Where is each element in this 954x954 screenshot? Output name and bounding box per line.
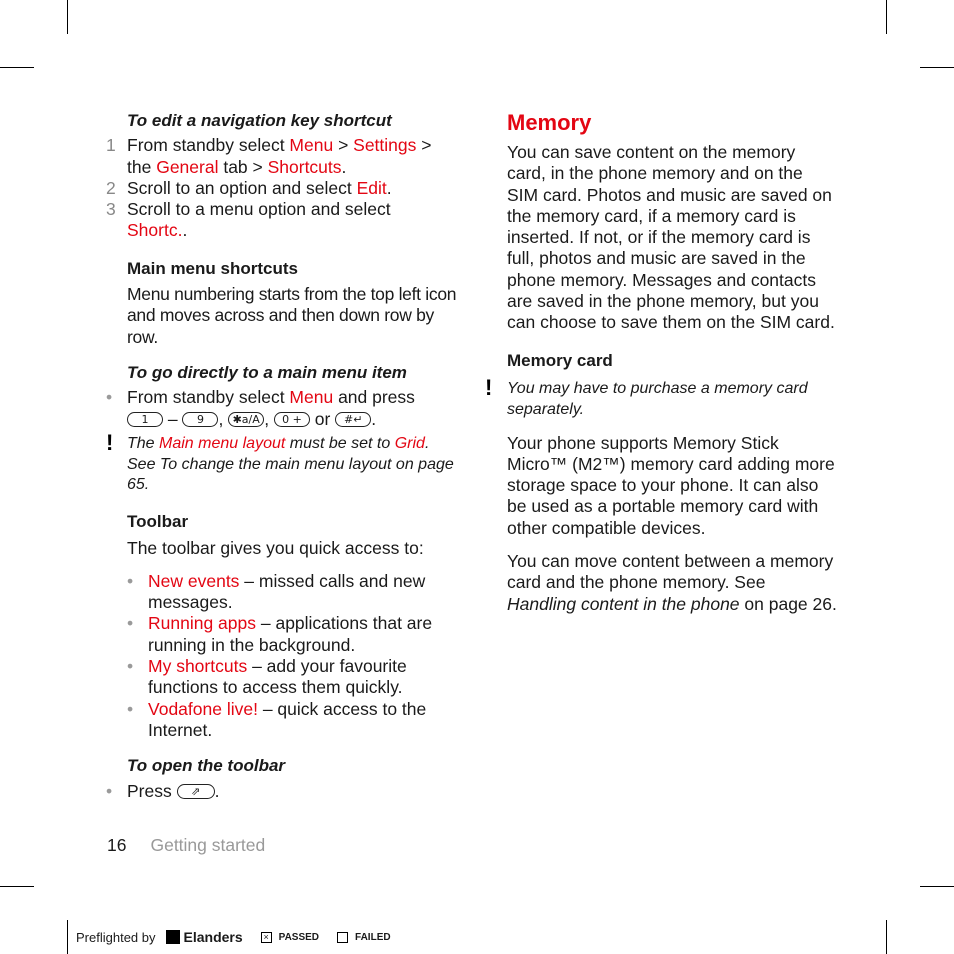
list-item — [127, 699, 458, 742]
crop-mark — [886, 920, 887, 954]
step-2 — [106, 178, 458, 199]
left-column — [106, 110, 458, 802]
checkbox-passed: × — [261, 932, 272, 943]
note-main-menu-layout — [106, 429, 458, 496]
bullet-item — [106, 387, 458, 430]
text: , — [218, 408, 229, 429]
crop-mark — [920, 67, 954, 68]
bullet-item — [106, 781, 458, 802]
bullet-icon: • — [106, 387, 113, 408]
page-footer — [107, 835, 265, 856]
section-name: Getting started — [150, 835, 266, 855]
toolbar-key-icon: ⇗ — [177, 784, 215, 799]
warning-icon: ! — [106, 429, 114, 455]
text: . See To change the main menu layout on page 65. — [127, 434, 454, 494]
checkbox-failed — [337, 932, 348, 943]
text: From standby select — [127, 135, 290, 156]
text: and press — [333, 387, 415, 408]
step-number: 2 — [106, 177, 116, 198]
bullet-text — [127, 387, 415, 430]
preflight-label: Preflighted by — [76, 929, 156, 945]
text: , — [264, 408, 274, 429]
text: Scroll to a menu option and select — [127, 199, 391, 220]
reference-handling-content: Handling content in the phone — [507, 593, 740, 614]
text: The — [127, 434, 160, 452]
crop-mark — [67, 0, 68, 34]
bullet-icon: • — [127, 570, 134, 591]
text: . — [214, 780, 220, 801]
text: . — [182, 220, 188, 241]
link-running-apps[interactable]: Running apps — [148, 613, 256, 634]
text: – — [163, 408, 183, 429]
step-number: 3 — [106, 199, 116, 220]
key-0-icon: 0 + — [274, 412, 310, 427]
heading-memory-card: Memory card — [507, 350, 613, 370]
key-9-icon: 9 — [182, 412, 218, 427]
link-vodafone-live[interactable]: Vodafone live! — [148, 698, 258, 719]
text: . — [341, 156, 347, 177]
text: – applications that are running in the background. — [148, 613, 433, 655]
text: . — [386, 177, 392, 198]
crop-mark — [920, 886, 954, 887]
note-purchase-memory-card — [485, 374, 837, 421]
text: > — [333, 135, 354, 156]
elanders-brand: Elanders — [183, 929, 243, 945]
heading-main-menu-shortcuts: Main menu shortcuts — [127, 258, 298, 278]
preflight-stamp — [76, 929, 391, 945]
text: – missed calls and new messages. — [148, 570, 426, 613]
text: on page 26. — [739, 593, 837, 614]
link-shortcuts[interactable]: Shortcuts — [267, 156, 342, 177]
elanders-logo-icon — [166, 930, 180, 944]
page-number: 16 — [107, 835, 127, 855]
heading-toolbar: Toolbar — [127, 512, 189, 532]
list-item-text — [148, 571, 458, 614]
text: Press — [127, 780, 177, 801]
text: From standby select — [127, 387, 290, 408]
text: tab > — [218, 156, 268, 177]
link-settings[interactable]: Settings — [353, 135, 417, 156]
text: . — [371, 408, 377, 429]
bullet-text — [127, 781, 219, 802]
link-general[interactable]: General — [156, 156, 219, 177]
bullet-icon: • — [127, 613, 134, 634]
link-my-shortcuts[interactable]: My shortcuts — [148, 656, 248, 677]
toolbar-list — [106, 571, 458, 741]
link-menu[interactable]: Menu — [289, 387, 334, 408]
heading-go-directly: To go directly to a main menu item — [127, 362, 407, 382]
link-new-events[interactable]: New events — [148, 570, 240, 591]
text: – add your favourite functions to access them quickly. — [148, 656, 407, 698]
passed-label: PASSED — [278, 931, 320, 943]
crop-mark — [0, 67, 34, 68]
step-text — [127, 135, 431, 178]
bullet-icon: • — [127, 698, 134, 719]
link-menu[interactable]: Menu — [289, 135, 334, 156]
list-item — [127, 571, 458, 614]
warning-icon: ! — [485, 374, 493, 400]
bullet-icon: • — [127, 656, 134, 677]
heading-open-toolbar: To open the toolbar — [127, 756, 286, 776]
text: You may have to purchase a memory card separately. — [507, 379, 808, 418]
crop-mark — [886, 0, 887, 34]
list-item-text — [148, 613, 458, 656]
section-title-memory: Memory — [507, 110, 592, 135]
step-3 — [106, 199, 458, 242]
link-main-menu-layout[interactable]: Main menu layout — [159, 434, 286, 452]
list-item — [127, 656, 458, 699]
text: You can move content between a memory card and the phone memory. See — [507, 551, 834, 593]
crop-mark — [67, 920, 68, 954]
text: – quick access to the Internet. — [148, 698, 427, 740]
list-item — [127, 613, 458, 656]
failed-label: FAILED — [355, 931, 391, 943]
text: must be set to — [285, 434, 395, 452]
key-star-icon: ✱a/A — [228, 412, 264, 427]
text: Scroll to an option and select — [127, 177, 357, 198]
link-edit[interactable]: Edit — [356, 177, 387, 198]
text: or — [309, 408, 336, 429]
key-1-icon: 1 — [127, 412, 163, 427]
key-hash-icon: #↵ — [335, 412, 371, 427]
list-item-text — [148, 699, 458, 742]
heading-edit-shortcut: To edit a navigation key shortcut — [127, 111, 392, 130]
paragraph-memory: You can save content on the memory card, in the phone memory and on the SIM card. Photos and music are saved on the memory card, if a memory card is inserted. If not, or if the memory card is full, photos and music are saved in the phone memory. Messages and contacts are saved in the phone memory, but you can choose to save them on the SIM card. — [507, 142, 835, 333]
list-item-text — [148, 656, 458, 699]
text: > — [416, 135, 432, 156]
bullet-icon: • — [106, 780, 113, 801]
paragraph-toolbar: The toolbar gives you quick access to: — [127, 537, 424, 558]
crop-mark — [0, 886, 34, 887]
step-1 — [106, 135, 458, 178]
right-column — [485, 110, 837, 615]
step-text — [127, 178, 392, 199]
step-text — [127, 199, 391, 242]
link-shortc[interactable]: Shortc. — [127, 220, 183, 241]
paragraph-memory-stick: Your phone supports Memory Stick Micro™ (M2™) memory card adding more storage space to your phone. It can also be used as a portable memory card with other compatible devices. — [507, 432, 835, 538]
step-number: 1 — [106, 135, 116, 156]
paragraph-move-content — [507, 551, 837, 615]
text: the — [127, 156, 157, 177]
paragraph-menu-numbering: Menu numbering starts from the top left icon and moves across and then down row by row. — [127, 284, 457, 347]
link-grid[interactable]: Grid — [394, 434, 425, 452]
